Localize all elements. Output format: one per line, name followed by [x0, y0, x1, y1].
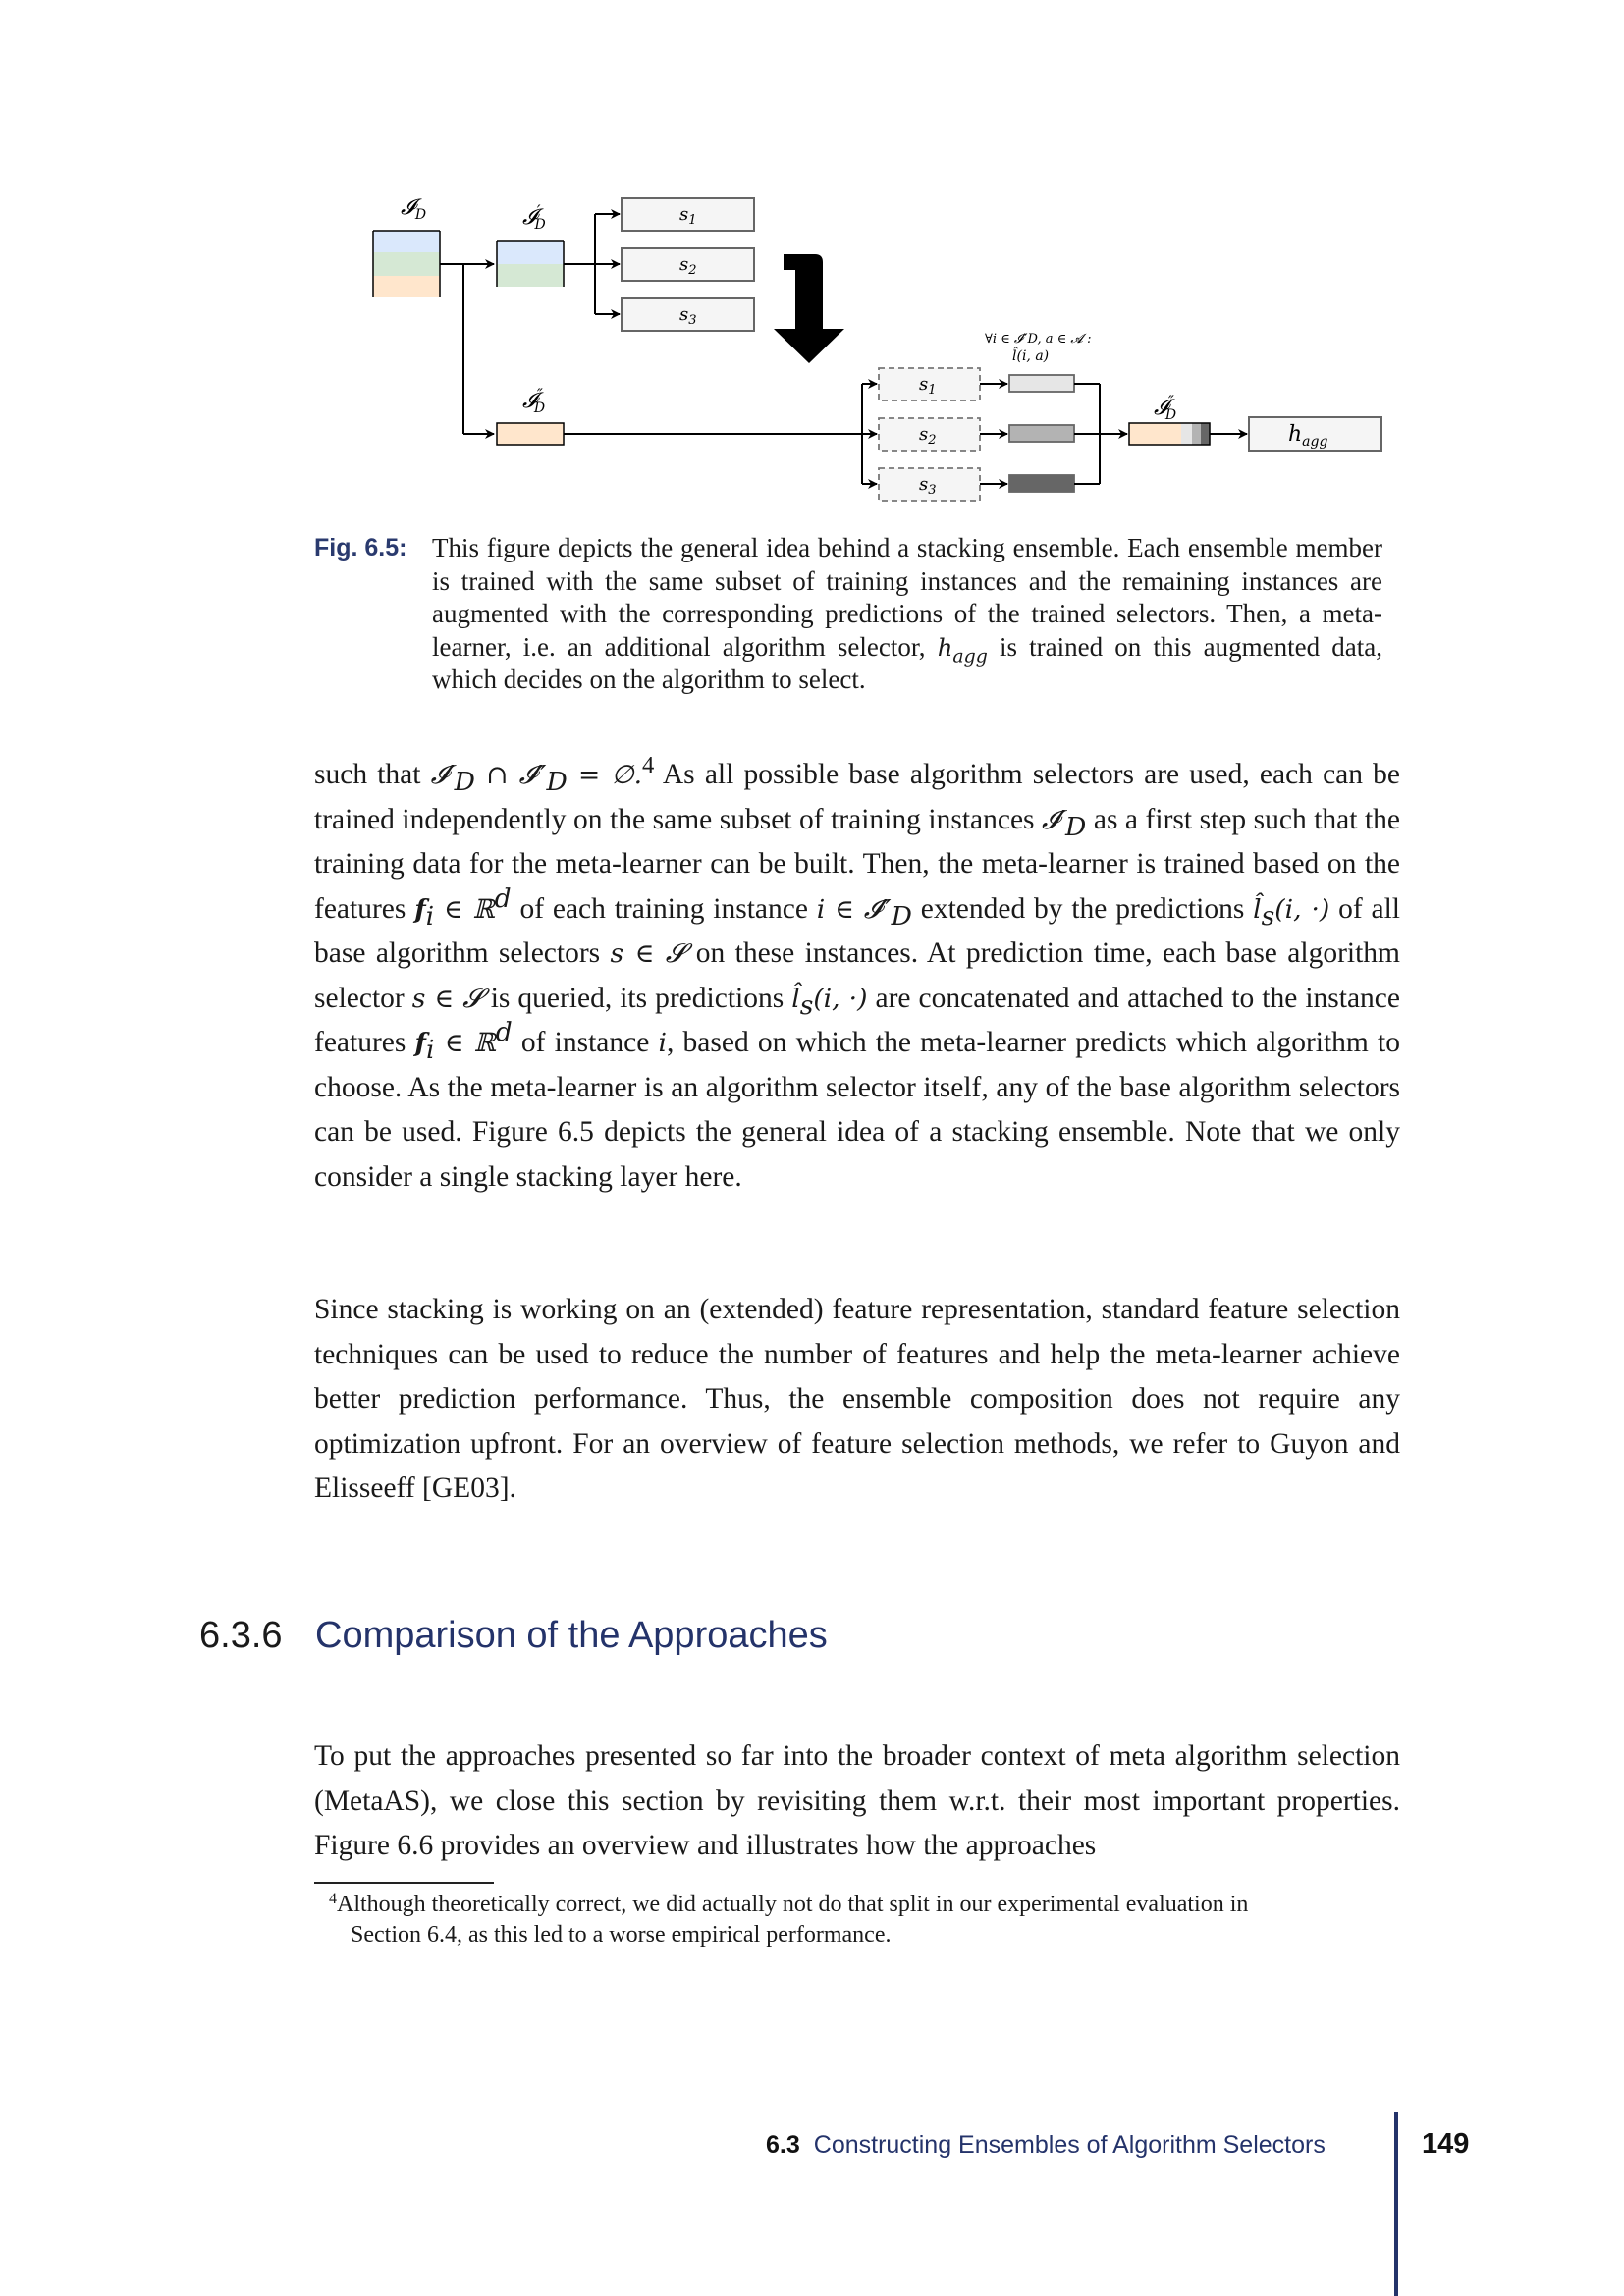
prediction-bar-s1 [1009, 375, 1074, 392]
selector-s1-train [622, 198, 754, 231]
section-title: Comparison of the Approaches [315, 1615, 828, 1656]
svg-text:s1: $s_1$ [919, 374, 937, 398]
body-paragraph-comparison: To put the approaches presented so far into the broader context of meta algorithm selection (MetaAS), we close this section by revisiting them w.r.t. their most important properties. Figure 6.6 provides an overview and illustrates how the approaches [314, 1740, 1400, 1861]
page-number: 149 [1422, 2128, 1470, 2160]
stacking-diagram [363, 182, 1384, 515]
svg-text:s2: $s_2$ [919, 424, 937, 448]
dataset-holdout [497, 385, 564, 445]
big-down-arrow-icon [774, 254, 844, 363]
svg-text:s3: $s_3$ [679, 304, 697, 328]
body-paragraph-feature-selection: Since stacking is working on an (extended) feature representation, standard feature selection techniques can be used to reduce the number of features and help the meta-learner achieve better prediction performance. Thus, the ensemble composition does not require any optimization upfront. For an overview of feature selection methods, we refer to Guyon and Elisseeff [GE03]. [314, 1294, 1400, 1504]
prediction-bar-s2 [1009, 425, 1074, 442]
footer-divider-bar [1394, 2112, 1398, 2296]
footer-section-title: Constructing Ensembles of Algorithm Selectors [813, 2131, 1326, 2159]
svg-text:s2: $s_2$ [679, 254, 697, 278]
running-footer [766, 2131, 1326, 2160]
dataset-train-subset [497, 201, 564, 287]
figure-label: Fig. 6.5: [314, 534, 407, 561]
svg-text:s1: $s_1$ [679, 204, 697, 228]
meta-learner-h-agg [1249, 417, 1381, 451]
svg-text:∀i ∈ 𝓘″D, a ∈ 𝓐 :: ∀i ∈ 𝓘″D, a ∈ 𝓐 : [985, 332, 1092, 347]
stacking-ensemble-figure [363, 182, 1384, 515]
caption-text: This figure depicts the general idea behind a stacking ensemble. Each ensemble member is trained with the same subset of training instances and the remaining instances are augmented with the corresponding predictions of the trained selectors. Then, a meta-learner, i.e. an additional algorithm selector, $h_{agg}$ is trained on this augmented data, which decides on the algorithm to select. [432, 533, 1383, 694]
svg-text:l̂(i, a): l̂(i, a) [1012, 348, 1050, 364]
footnote-divider [314, 1882, 494, 1884]
svg-text:hagg: $h_{agg}$ [1288, 422, 1328, 450]
label-I-D-double-prime: 𝓘″ D [522, 385, 546, 416]
footnote-ref-4[interactable]: 4 [642, 752, 655, 779]
selector-s2-predict [879, 418, 980, 451]
prediction-annotation [985, 332, 1091, 364]
footnote-marker: 4 [329, 1891, 337, 1907]
label-I-D-prime: 𝓘′ D [522, 201, 546, 233]
prediction-bar-s3 [1009, 475, 1074, 492]
footnote-4: $^4$Although theoretically correct, we did actually not do that split in our experimental evaluation in Section 6.4, as this led to a worse empirical performance. [329, 1891, 1249, 1948]
section-number: 6.3.6 [199, 1615, 283, 1656]
label-I-D-double-prime-augmented: 𝓘″ D [1154, 392, 1177, 423]
svg-text:s3: $s_3$ [919, 474, 937, 498]
augmented-dataset [1129, 392, 1210, 445]
dataset-full [373, 195, 440, 297]
selector-s2-train [622, 248, 754, 281]
body-paragraph-stacking: such that $𝓘'_D$ ∩ $𝓘''_D$ = ∅.$^4$ As all possible base algorithm selectors are used, each can be trained independently on the same subset of training instances $𝓘'_D$ as a first step such that the training data for the meta-learner can be built. Then, the meta-learner is trained based on the features $f_i$ ∈ ℝ$^d$ of each training instance i ∈ $𝓘''_D$ extended by the predictions $l̂_s(i$, ·) of all base algorithm selectors s ∈ 𝓢 on these instances. At prediction time, each base algorithm selector s ∈ 𝓢 is queried, its predictions $l̂_s(i$, ·) are concatenated and attached to the instance features $f_i$ ∈ ℝ$^d$ of instance i, based on which the meta-learner predicts which algorithm to choose. As the meta-learner is an algorithm selector itself, any of the base algorithm selectors can be used. Figure 6.5 depicts the general idea of a stacking ensemble. Note that we only consider a single stacking layer here. [314, 752, 1401, 1193]
selector-s3-predict [879, 468, 980, 501]
selector-s3-train [622, 298, 754, 331]
selector-s1-predict [879, 368, 980, 400]
footer-section-number: 6.3 [766, 2131, 800, 2159]
section-heading [199, 1615, 828, 1657]
label-I-D: 𝓘$_D$ [401, 195, 427, 223]
